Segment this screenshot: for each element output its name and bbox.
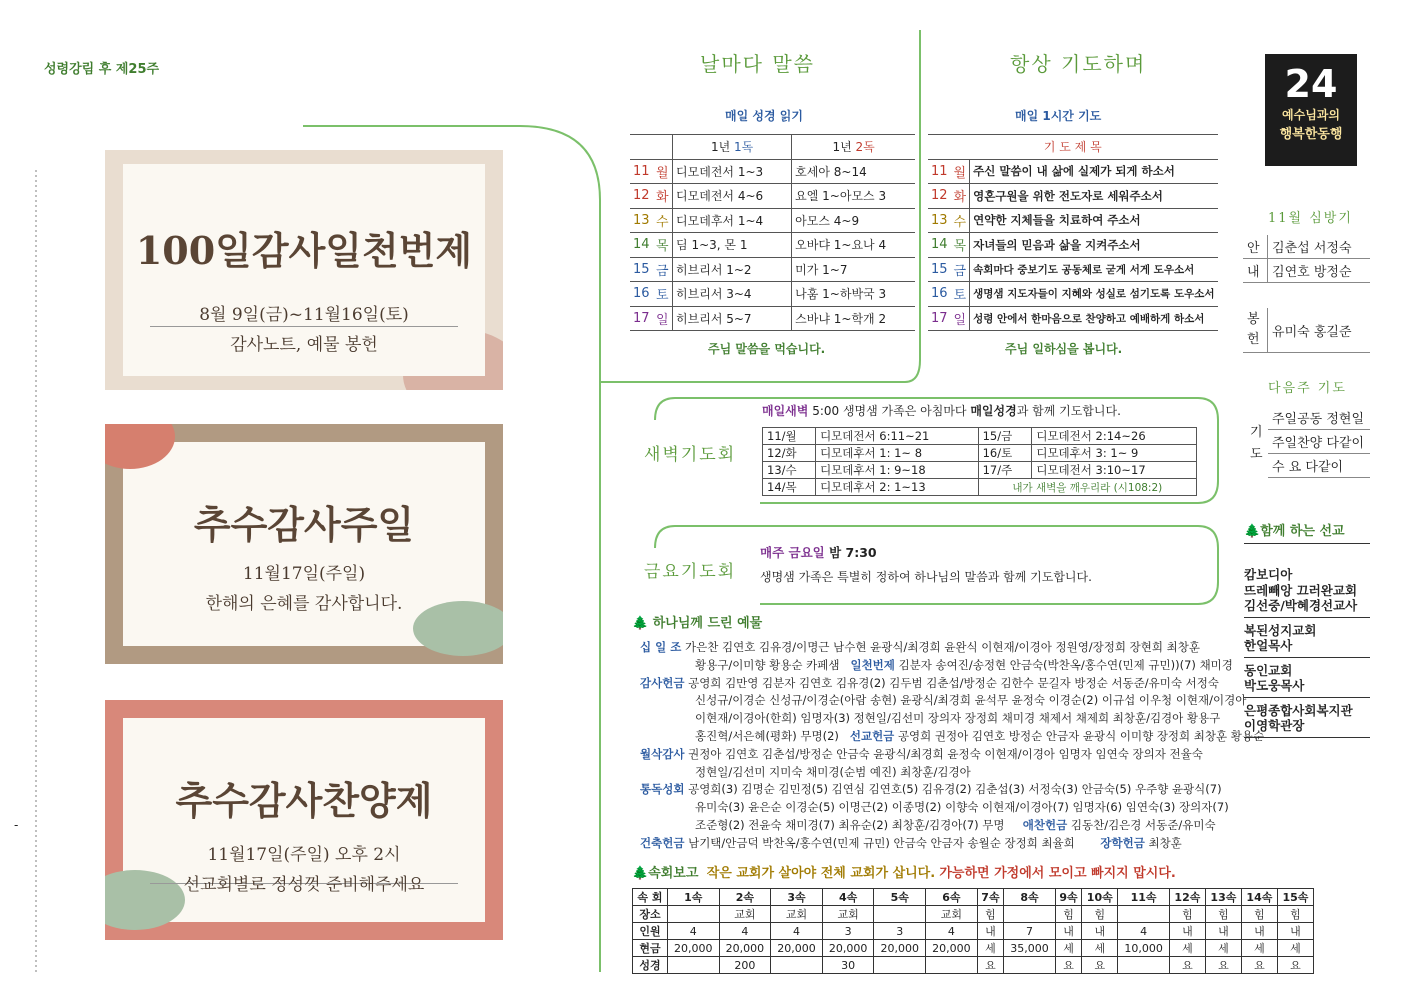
report-row: 현금 20,000 20,000 20,000 20,000 20,000 20,000 세 35,000 세 세 10,000 세 세 세 세 xyxy=(633,940,1314,957)
word-heading: 날마다 말씀 xyxy=(700,52,815,76)
dot: - xyxy=(14,818,19,832)
card-line: 감사노트, 예물 봉헌 xyxy=(230,335,378,355)
friday-when: 매주 금요일 밤 7:30 xyxy=(760,545,877,560)
reading-table: 1년 1독 1년 2독 11 월 디모데전서 1~3 호세아 8~14 12 화 디모데전서 4~6 요엘 1~아모스 3 13 수 디모데후서 1~4 아모스 4~9 14 목 딤 1~3, 몬 1 오바댜 1~요나 4 15 금 히브리서 1~2 미가 1~7 16 토 히브리서 3~4 나훔 1~하박국 3 17 일 히브리서 5~7 스바냐 1~학개 2 xyxy=(630,134,915,331)
word-sub: 매일 성경 읽기 xyxy=(725,109,803,123)
friday-title: 금요기도회 xyxy=(640,557,740,582)
card-line: 한해의 은혜를 감사합니다. xyxy=(205,594,403,614)
pray-heading: 항상 기도하며 xyxy=(1010,52,1147,76)
mission-heading: 🌲함께 하는 선교 xyxy=(1244,524,1345,539)
pray-sub: 매일 1시간 기도 xyxy=(1015,109,1102,123)
friday-desc: 생명샘 가족은 특별히 정하여 하나님의 말씀과 함께 기도합니다. xyxy=(760,570,1092,584)
mission-item: 복된성지교회 한얼목사 xyxy=(1244,620,1370,658)
reading-row: 12 화 디모데전서 4~6 요엘 1~아모스 3 xyxy=(630,184,915,209)
report-row: 인원 4 4 4 3 3 4 내 7 내 내 4 내 내 내 내 xyxy=(633,923,1314,940)
reading-row: 17 일 히브리서 5~7 스바냐 1~학개 2 xyxy=(630,306,915,331)
card-title: 추수감사주일 xyxy=(193,502,415,547)
dawn-lead: 매일새벽 5:00 생명샘 가족은 아침마다 매일성경과 함께 기도합니다. xyxy=(762,404,1121,418)
prayer-row: 12 화 영혼구원을 위한 전도자로 세워주소서 xyxy=(928,184,1218,209)
mission-item: 은평종합사회복지관 이영학관장 xyxy=(1244,700,1370,738)
reading-row: 15 금 히브리서 1~2 미가 1~7 xyxy=(630,257,915,282)
nextprayer-label: 기 도 xyxy=(1250,425,1263,462)
card-thanks-offering xyxy=(105,150,503,390)
report-table: 속 회 1속 2속 3속 4속 5속 6속 7속 8속 9속 10속 11속 12속 13속 14속 15속 장소 교회 교회 교회 교회 힘 힘 힘 힘 힘 힘 힘 인원 4 4 4 3 3 4 내 7 내 내 4 내 내 내 내 현금 20,000 20,000 20,000 20,000 20,000 20,000 세 35,000 세 세 10,000 세 세 세 세 성경 200 30 요 요 요 요 요 요 요 xyxy=(632,888,1314,974)
tree-icon: 🌲 xyxy=(1244,524,1261,539)
card-line: 11월17일(주일) xyxy=(242,564,366,584)
prayer-row: 17 일 성령 안에서 한마음으로 찬양하고 예배하게 하소서 xyxy=(928,306,1218,331)
reading-row: 14 목 딤 1~3, 몬 1 오바댜 1~요나 4 xyxy=(630,233,915,258)
mission-list xyxy=(1244,543,1370,740)
prayer-row: 14 목 자녀들의 믿음과 삶을 지켜주소서 xyxy=(928,233,1218,258)
report-row: 장소 교회 교회 교회 교회 힘 힘 힘 힘 힘 힘 힘 xyxy=(633,906,1314,923)
dawn-row: 14/목 디모데후서 2: 1~13 내가 새벽을 깨우리라 (시108:2) xyxy=(763,479,1197,496)
mission-item: 동인교회 박도웅목사 xyxy=(1244,660,1370,698)
prayer-table: 기 도 제 목 11 월 주신 말씀이 내 삶에 실제가 되게 하소서 12 화 영혼구원을 위한 전도자로 세워주소서 13 수 연약한 지체들을 치료하여 주소서 14 목 자녀들의 믿음과 삶을 지켜주소서 15 금 속회마다 중보기도 공동체로 굳게 서게 도우소서 16 토 생명샘 지도자들이 지혜와 성실로 섬기도록 도우소서 17 일 성령 안에서 한마음으로 찬양하고 예배하게 하소서 xyxy=(928,134,1218,331)
nextprayer-table: 주일공동 정현일 주일찬양 다같이 수 요 다같이 xyxy=(1268,406,1370,478)
prayer-row: 15 금 속회마다 중보기도 공동체로 굳게 서게 도우소서 xyxy=(928,257,1218,282)
giving-heading: 🌲 하나님께 드린 예물 xyxy=(632,616,763,631)
giving-list: 십 일 조 가은찬 김연호 김유경/이명근 남수현 윤광식/최경희 윤완식 이현재/이경아 정원영/장정희 장현희 최창훈 황용구/이미향 황용순 카페샘 일천번제 김분자 송여진/송정현 안금숙(박찬옥/홍수연(민제 규민))(7) 채미경 감사헌금 공영희 김만영 김분자 김연호 김유경(2) 김두범 김춘섭/방정순 김한수 문길자 방정순 서동준/유미숙 서정숙 신성규/이경순 신성규/이경순(아람 송현) 윤광식/최경희 윤석무 윤정숙 이경순(2) 이규섭 이우청 이현재/이경아 이현재/이경아(한희) 임명자(3) 정현일/김선미 장의자 장정희 채미경 채제서 채제희 최창훈/김경아 황용구 홍진혁/서은혜(평화) 무명(2) 선교헌금 공영희 권정아 김연호 방정순 안금자 윤광식 이미향 장정희 최창훈 황용순 월삭감사 권정아 김연호 김춘섭/방정순 안금숙 윤광식/최경희 윤정숙 이현재/이경아 임명자 임연숙 장의자 전율숙 정현일/김선미 지미숙 채미경(순범 예진) 최창훈/김경아 통독성회 공영희(3) 김명순 김민정(5) 김연심 김연호(5) 김유경(2) 김춘섭(3) 서정숙(3) 안금숙(5) 우주향 윤광식(7) 유미숙(3) 윤은순 이경순(5) 이명근(2) 이종명(2) 이향숙 이현재/이경아(7) 임명자(6) 임연숙(3) 장의자(7) 조준형(2) 전윤숙 채미경(7) 최유순(2) 최창훈/김경아(7) 무명 애찬헌금 김동찬/김은경 서동준/유미숙 건축헌금 남기택/안금덕 박찬옥/홍수연(민제 규민) 안금숙 안금자 송월순 장정희 최율희 장학헌금 최창훈 xyxy=(640,640,1265,850)
card-praise-festival xyxy=(105,700,503,940)
card-line: 선교회별로 정성껏 준비해주세요 xyxy=(183,875,425,895)
report-heading: 🌲속회보고 작은 교회가 살아야 전체 교회가 삽니다. 가능하면 가정에서 모이고 빠지지 맙시다. xyxy=(632,866,1176,881)
card-line: 11월17일(주일) 오후 2시 xyxy=(207,845,401,865)
nextprayer-heading: 다음주 기도 xyxy=(1268,381,1347,396)
card-title: 100일감사일천번제 xyxy=(135,228,473,273)
pray-footer: 주님 일하심을 봅니다. xyxy=(1005,342,1123,356)
dawn-row: 11/월 디모데전서 6:11~21 15/금 디모데전서 2:14~26 xyxy=(763,428,1197,445)
card-title: 추수감사찬양제 xyxy=(175,778,433,823)
card-line: 8월 9일(금)~11월16일(토) xyxy=(199,305,409,325)
week-label: 성령강림 후 제25주 xyxy=(44,62,160,77)
offering-duty: 봉 헌 유미숙 홍길준 xyxy=(1243,308,1370,353)
reading-row: 11 월 디모데전서 1~3 호세아 8~14 xyxy=(630,159,915,184)
prayer-row: 11 월 주신 말씀이 내 삶에 실제가 되게 하소서 xyxy=(928,159,1218,184)
report-row: 성경 200 30 요 요 요 요 요 요 요 xyxy=(633,957,1314,974)
dawn-title: 새벽기도회 xyxy=(640,440,740,465)
reading-row: 16 토 히브리서 3~4 나훔 1~하박국 3 xyxy=(630,282,915,307)
word-footer: 주님 말씀을 먹습니다. xyxy=(708,342,826,356)
visit-table: 안 김춘섭 서정숙 내 김연호 방정순 xyxy=(1243,235,1370,283)
dawn-table xyxy=(762,427,1197,496)
dawn-row: 13/수 디모데후서 1: 9~18 17/주 디모데전서 3:10~17 xyxy=(763,462,1197,479)
logo: 24 예수님과의 행복한동행 xyxy=(1265,54,1357,166)
prayer-row: 16 토 생명샘 지도자들이 지혜와 성실로 섬기도록 도우소서 xyxy=(928,282,1218,307)
visit-heading: 11월 심방기 xyxy=(1268,211,1353,226)
mission-item: 캄보디아 뜨레빼앙 끄러완교회 김선중/박혜경선교사 xyxy=(1244,564,1370,618)
dawn-row: 12/화 디모데후서 1: 1~ 8 16/토 디모데후서 3: 1~ 9 xyxy=(763,445,1197,462)
reading-row: 13 수 디모데후서 1~4 아모스 4~9 xyxy=(630,208,915,233)
card-thanksgiving-sunday xyxy=(105,424,503,664)
prayer-row: 13 수 연약한 지체들을 치료하여 주소서 xyxy=(928,208,1218,233)
tree-icon: 🌲 xyxy=(632,616,649,631)
